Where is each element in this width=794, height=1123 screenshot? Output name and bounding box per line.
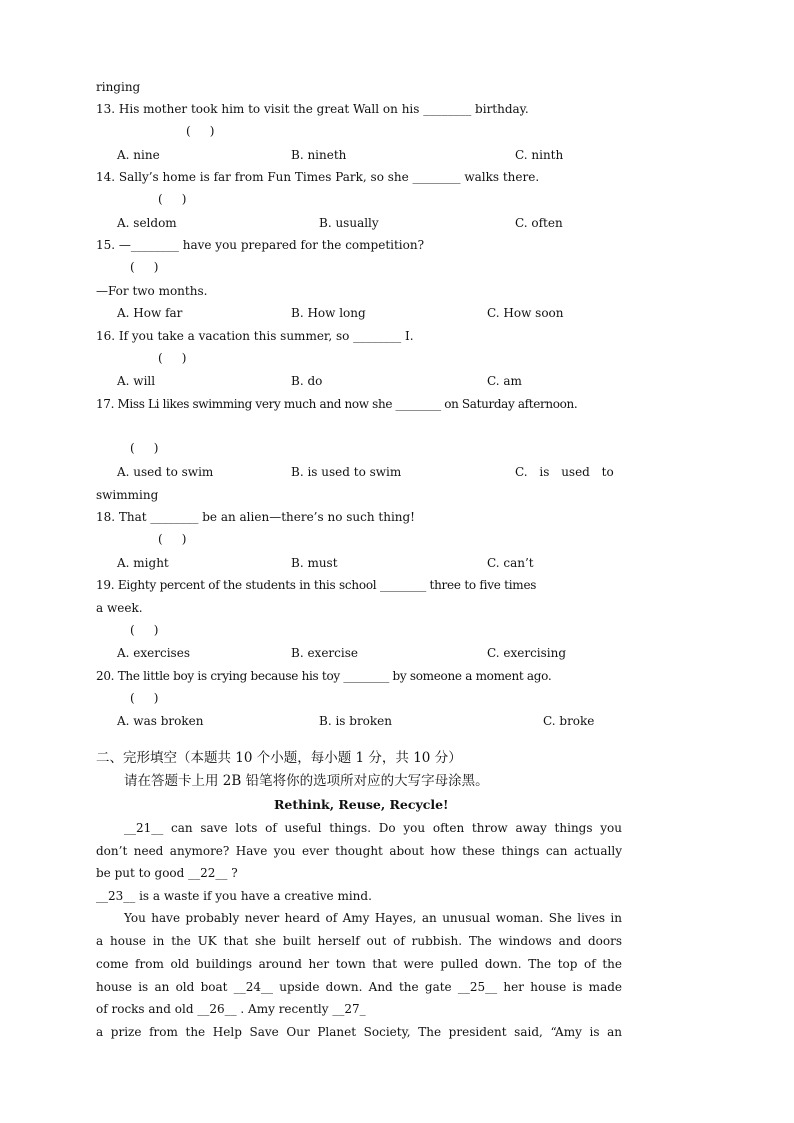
option-c: C. How soon [487,306,564,320]
option-a: A. will [117,374,156,388]
section-instruction: 请在答题卡上用 2B 铅笔将你的选项所对应的大写字母涂黑。 [124,773,489,789]
option-a: A. used to swim [117,465,214,479]
option-b: B. nineth [291,148,347,162]
passage-line: of rocks and old __26__ . Amy recently __27_ [96,1002,366,1016]
option-c: C. ninth [515,148,564,162]
question-stem-wrap: a week. [96,601,143,615]
option-b: B. exercise [291,646,358,660]
passage-line: a prize from the Help Save Our Planet Society, The president said, “Amy is an [96,1025,622,1039]
option-c: C. is used to [515,465,614,479]
passage-line: a house in the UK that she built herself out of rubbish. The windows and doors [96,934,622,948]
answer-paren: ( ) [158,192,187,206]
question-stem: 15. —________ have you prepared for the competition? [96,238,425,252]
section-heading: 二、完形填空（本题共 10 个小题，每小题 1 分，共 10 分） [96,750,462,766]
option-b: B. How long [291,306,366,320]
option-a: A. might [117,556,169,570]
passage-line: __21__ can save lots of useful things. Do you often throw away things you [124,821,622,835]
question-stem: 20. The little boy is crying because his toy ________ by someone a moment ago. [96,669,552,683]
option-c: C. broke [543,714,595,728]
q12-tail: ringing [96,80,141,94]
option-a: A. seldom [117,216,177,230]
question-stem: 19. Eighty percent of the students in this school ________ three to five times [96,578,537,592]
answer-paren: ( ) [186,124,215,138]
answer-paren: ( ) [130,441,159,455]
passage-line: __23__ is a waste if you have a creative mind. [96,889,372,903]
answer-paren: ( ) [158,351,187,365]
option-b: B. do [291,374,323,388]
passage-line: come from old buildings around her town that were pulled down. The top of the [96,957,622,971]
answer-paren: ( ) [130,691,159,705]
option-c: C. often [515,216,563,230]
option-a: A. How far [117,306,183,320]
question-stem: 17. Miss Li likes swimming very much and now she ________ on Saturday afternoon. [96,397,578,411]
option-b: B. usually [319,216,379,230]
passage-line: You have probably never heard of Amy Hayes, an unusual woman. She lives in [124,911,622,925]
question-stem: 18. That ________ be an alien—there’s no such thing! [96,510,416,524]
question-stem: 13. His mother took him to visit the great Wall on his ________ birthday. [96,102,529,116]
question-stem: 16. If you take a vacation this summer, so ________ I. [96,329,414,343]
question-stem: 14. Sally’s home is far from Fun Times Park, so she ________ walks there. [96,170,540,184]
passage-line: don’t need anymore? Have you ever thought about how these things can actually [96,844,622,858]
option-c: C. can’t [487,556,534,570]
option-b: B. is used to swim [291,465,402,479]
answer-paren: ( ) [158,532,187,546]
option-a: A. exercises [117,646,190,660]
option-c: C. am [487,374,522,388]
option-a: A. nine [117,148,160,162]
dialogue-answer: —For two months. [96,284,208,298]
option-c-wrap: swimming [96,488,159,502]
passage-line: be put to good __22__ ? [96,866,238,880]
passage-title: Rethink, Reuse, Recycle! [274,797,449,812]
option-b: B. is broken [319,714,393,728]
answer-paren: ( ) [130,623,159,637]
answer-paren: ( ) [130,260,159,274]
option-b: B. must [291,556,338,570]
passage-line: house is an old boat __24__ upside down. And the gate __25__ her house is made [96,980,622,994]
option-a: A. was broken [117,714,204,728]
option-c: C. exercising [487,646,567,660]
